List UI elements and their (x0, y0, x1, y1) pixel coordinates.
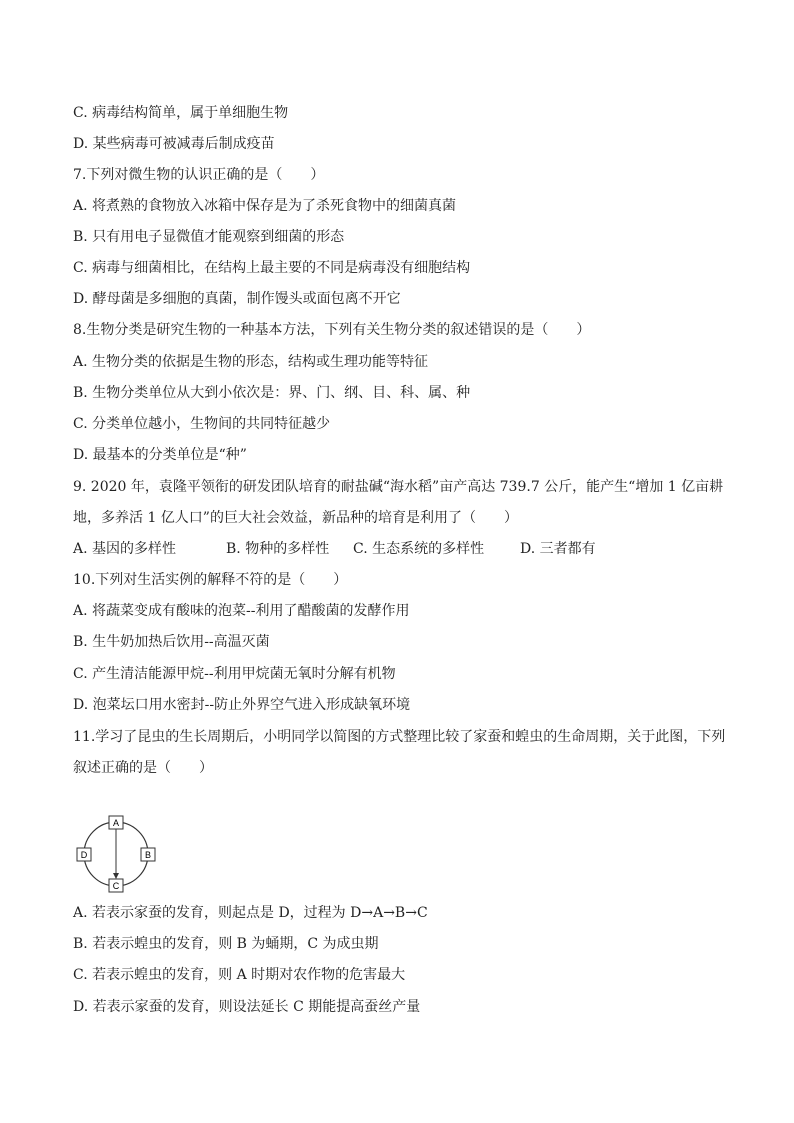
q9-stem-line1: 9. 2020 年，袁隆平领衔的研发团队培育的耐盐碱“海水稻”亩产高达 739.7 公斤，能产生“增加 1 亿亩耕 (73, 479, 724, 495)
q11-option-b: B. 若表示蝗虫的发育，则 B 为蛹期，C 为成虫期 (73, 936, 379, 952)
q8-option-c: C. 分类单位越小，生物间的共同特征越少 (73, 416, 331, 432)
q11-option-a: A. 若表示家蚕的发育，则起点是 D，过程为 D→A→B→C (73, 905, 428, 921)
q8-option-a: A. 生物分类的依据是生物的形态，结构或生理功能等特征 (73, 354, 429, 370)
q6-option-d: D. 某些病毒可被减毒后制成疫苗 (73, 136, 275, 152)
q7-option-b: B. 只有用电子显微值才能观察到细菌的形态 (73, 229, 345, 245)
q8-stem: 8.生物分类是研究生物的一种基本方法，下列有关生物分类的叙述错误的是（ ） (73, 322, 591, 338)
q7-option-a: A. 将煮熟的食物放入冰箱中保存是为了杀死食物中的细菌真菌 (73, 198, 457, 214)
q9-option-b: B. 物种的多样性 (226, 541, 330, 557)
q6-option-c: C. 病毒结构简单，属于单细胞生物 (73, 105, 289, 121)
q10-option-b: B. 生牛奶加热后饮用--高温灭菌 (73, 634, 270, 650)
q9-stem-line2: 地，多养活 1 亿人口”的巨大社会效益，新品种的培育是利用了（ ） (73, 510, 518, 526)
q11-option-d: D. 若表示家蚕的发育，则设法延长 C 期能提高蚕丝产量 (73, 999, 421, 1015)
node-a-label: A (112, 818, 120, 828)
q11-stem-line2: 叙述正确的是（ ） (73, 760, 213, 776)
q7-option-c: C. 病毒与细菌相比，在结构上最主要的不同是病毒没有细胞结构 (73, 260, 471, 276)
node-c-label: C (112, 881, 120, 891)
q9-option-a: A. 基因的多样性 (73, 541, 177, 557)
node-d-label: D (80, 850, 88, 860)
a-to-c-arrow-head (113, 873, 119, 879)
q8-option-b: B. 生物分类单位从大到小依次是：界、门、纲、目、科、属、种 (73, 385, 471, 401)
q10-option-d: D. 泡菜坛口用水密封--防止外界空气进入形成缺氧环境 (73, 697, 411, 713)
q11-option-c: C. 若表示蝗虫的发育，则 A 时期对农作物的危害最大 (73, 967, 406, 983)
q9-option-c: C. 生态系统的多样性 (353, 541, 485, 557)
q7-stem: 7.下列对微生物的认识正确的是（ ） (73, 167, 325, 183)
q9-option-d: D. 三者都有 (520, 541, 596, 557)
q9-options (73, 539, 633, 559)
q10-option-c: C. 产生清洁能源甲烷--利用甲烷菌无氧时分解有机物 (73, 666, 396, 682)
q10-option-a: A. 将蔬菜变成有酸味的泡菜--利用了醋酸菌的发酵作用 (73, 603, 410, 619)
q10-stem: 10.下列对生活实例的解释不符的是（ ） (73, 572, 348, 588)
q7-option-d: D. 酵母菌是多细胞的真菌，制作馒头或面包离不开它 (73, 291, 401, 307)
life-cycle-diagram (73, 813, 163, 895)
q11-stem-line1: 11.学习了昆虫的生长周期后，小明同学以简图的方式整理比较了家蚕和蝗虫的生命周期，关于此图，下列 (73, 729, 726, 745)
q8-option-d: D. 最基本的分类单位是“种” (73, 447, 247, 463)
node-b-label: B (144, 850, 152, 860)
